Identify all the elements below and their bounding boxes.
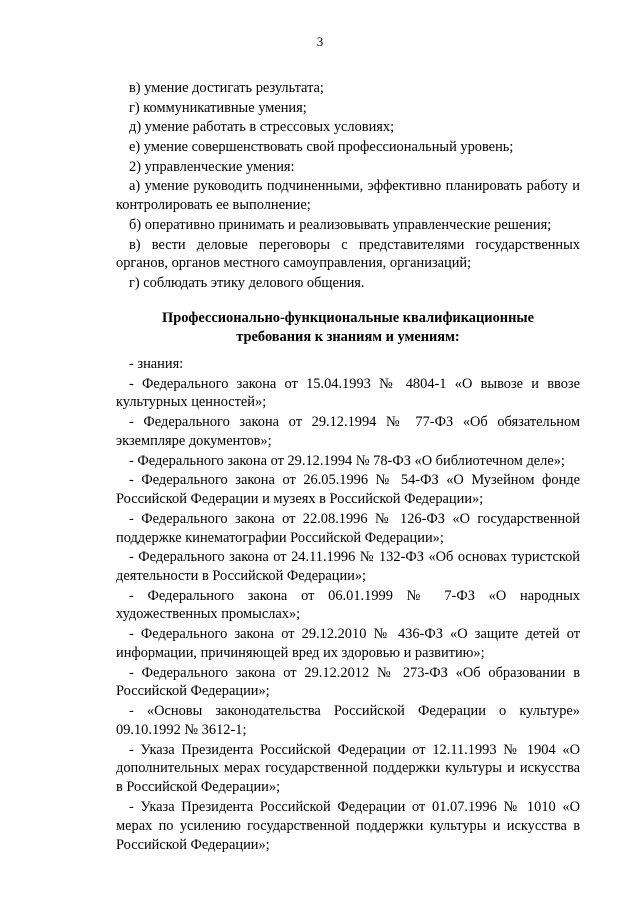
law-item: - Федерального закона от 24.11.1996 № 132-ФЗ «Об основах туристской деятельности в Российской Федерации»;	[116, 549, 580, 584]
knowledge-intro: - знания:	[129, 355, 184, 372]
list-item: д) умение работать в стрессовых условиях;	[129, 119, 395, 136]
law-item: - Указа Президента Российской Федерации от 12.11.1993 № 1904 «О дополнительных мерах государственной поддержки культуры и искусства в Российской Федерации»;	[116, 741, 580, 796]
section-heading	[116, 309, 580, 347]
section-heading-line-2: требования к знаниям и умениям:	[236, 328, 460, 345]
law-item: - Федерального закона от 26.05.1996 № 54-ФЗ «О Музейном фонде Российской Федерации и музеях в Российской Федерации»;	[116, 472, 580, 508]
list-item: в) вести деловые переговоры с представителями государственных органов, органов местного самоуправления, организаций;	[116, 236, 580, 272]
law-item: - Федерального закона от 29.12.2010 № 436-ФЗ «О защите детей от информации, причиняющей вред их здоровью и развитию»;	[116, 626, 580, 661]
list-item: г) коммуникативные умения;	[129, 99, 307, 116]
skills-list	[116, 79, 580, 293]
law-item: - Федерального закона от 22.08.1996 № 126-ФЗ «О государственной поддержке кинематографии Российской Федерации»;	[116, 510, 580, 546]
list-item: а) умение руководить подчиненными, эффективно планировать работу и контролировать ее выполнение;	[116, 178, 580, 214]
law-item: - «Основы законодательства Российской Федерации о культуре» 09.10.1992 № 3612-1;	[116, 703, 580, 738]
law-item: - Указа Президента Российской Федерации от 01.07.1996 № 1010 «О мерах по усилению государственной поддержки культуры и искусства в Российской Федерации»;	[116, 798, 580, 853]
knowledge-list	[116, 355, 580, 854]
page-number: 3	[316, 34, 324, 49]
law-item: - Федерального закона от 06.01.1999 № 7-ФЗ «О народных художественных промыслах»;	[116, 587, 580, 623]
list-item: б) оперативно принимать и реализовывать управленческие решения;	[129, 216, 552, 233]
law-item: - Федерального закона от 29.12.1994 № 77-ФЗ «Об обязательном экземпляре документов»;	[116, 414, 580, 449]
section-heading-line-1: Профессионально-функциональные квалификационные	[162, 309, 534, 326]
law-item: - Федерального закона от 15.04.1993 № 4804-1 «О вывозе и ввозе культурных ценностей»;	[116, 375, 580, 411]
list-item: в) умение достигать результата;	[129, 80, 324, 96]
document-body	[116, 79, 580, 855]
list-item: г) соблюдать этику делового общения.	[129, 275, 365, 292]
list-item: е) умение совершенствовать свой профессиональный уровень;	[129, 139, 514, 156]
law-item: - Федерального закона от 29.12.1994 № 78-ФЗ «О библиотечном деле»;	[129, 452, 565, 469]
law-item: - Федерального закона от 29.12.2012 № 273-ФЗ «Об образовании в Российской Федерации»;	[116, 664, 580, 700]
list-item: 2) управленческие умения:	[129, 158, 295, 175]
